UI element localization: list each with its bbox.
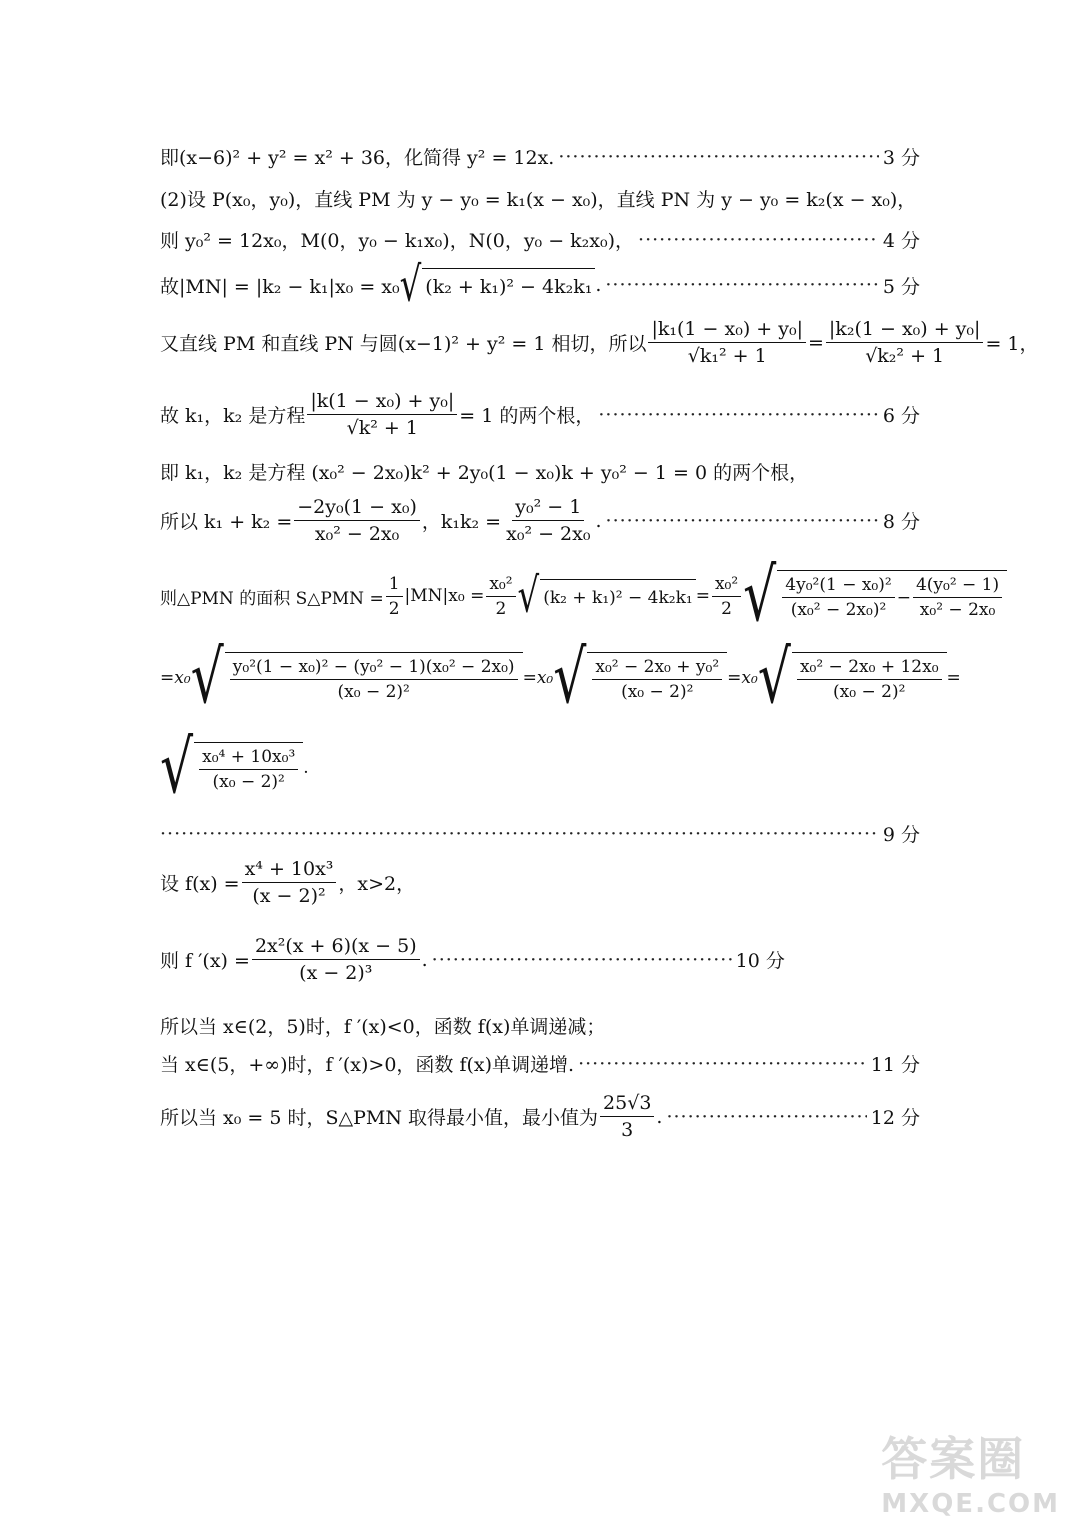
sqrt-expression xyxy=(517,568,696,624)
denominator: (x − 2)³ xyxy=(299,962,373,984)
line-4-prefix: 故|MN| = |k₂ − k₁|x₀ = x₀ xyxy=(160,275,400,298)
half-fraction xyxy=(386,574,403,619)
x0-squared-half xyxy=(712,574,741,619)
score-10: 10 分 xyxy=(735,950,785,972)
leader-dots xyxy=(638,229,879,251)
line-10 xyxy=(160,636,961,720)
line-13 xyxy=(160,858,920,907)
denominator: x₀² − 2x₀ xyxy=(506,523,591,545)
radical-sign: √ xyxy=(190,636,224,720)
radicand xyxy=(777,570,1007,622)
line-15-text: 所以当 x∈(2，5)时，f ′(x)<0，函数 f(x)单调递减； xyxy=(160,1016,606,1038)
line-14-suffix: . xyxy=(421,948,428,971)
sqrt-expression xyxy=(553,636,727,720)
leader-dots xyxy=(160,823,879,845)
line-1 xyxy=(160,143,920,170)
score-12: 12 分 xyxy=(870,1107,920,1129)
numerator: |k₁(1 − x₀) + y₀| xyxy=(648,318,806,343)
fraction xyxy=(600,1092,654,1141)
sqrt-expression xyxy=(757,636,947,720)
line-6 xyxy=(160,390,920,439)
x0-squared-half xyxy=(486,574,515,619)
sqrt-expression xyxy=(743,554,1007,638)
denominator: (x − 2)² xyxy=(252,885,326,907)
line-8 xyxy=(160,496,920,545)
radical-sign: √ xyxy=(399,257,422,313)
line-3-text: 则 y₀² = 12x₀，M(0，y₀ − k₁x₀)，N(0，y₀ − k₂x₀)， xyxy=(160,230,635,252)
fraction xyxy=(913,575,1002,620)
line-6-prefix: 故 k₁，k₂ 是方程 xyxy=(160,405,306,427)
line-8-prefix: 所以 k₁ + k₂ = xyxy=(160,511,293,533)
line-7 xyxy=(160,458,920,485)
watermark-top: 答案圈 xyxy=(881,1432,1026,1486)
numerator: x₀² xyxy=(486,574,515,597)
sqrt-expression xyxy=(399,257,596,313)
equals: = xyxy=(727,668,742,688)
numerator: 1 xyxy=(386,574,403,597)
radical-sign: √ xyxy=(743,554,777,638)
line-15 xyxy=(160,1012,920,1039)
radical-sign: √ xyxy=(517,568,540,624)
sqrt-expression xyxy=(160,726,303,810)
x0: x₀ xyxy=(536,668,554,688)
line-13-suffix: ，x>2， xyxy=(338,873,416,895)
numerator: 25√3 xyxy=(600,1092,654,1117)
fraction-2 xyxy=(826,318,984,367)
line-4-suffix: . xyxy=(595,274,602,296)
fraction xyxy=(782,575,894,620)
denominator: 2 xyxy=(388,598,400,619)
numerator: y₀² − 1 xyxy=(512,496,584,521)
line-8-suffix: . xyxy=(595,509,602,532)
line-12 xyxy=(160,820,920,847)
equals: = xyxy=(522,668,537,688)
line-11 xyxy=(160,726,920,810)
numerator: 4(y₀² − 1) xyxy=(913,575,1002,598)
line-17-prefix: 所以当 x₀ = 5 时，S△PMN 取得最小值，最小值为 xyxy=(160,1107,599,1129)
fraction xyxy=(230,657,518,702)
numerator: −2y₀(1 − x₀) xyxy=(294,496,420,521)
denominator: (x₀ − 2)² xyxy=(621,682,694,702)
line-5-suffix: = 1， xyxy=(985,333,1039,355)
line-14 xyxy=(160,935,920,984)
leader-dots xyxy=(578,1053,867,1075)
radicand: (k₂ + k₁)² − 4k₂k₁ xyxy=(540,579,695,613)
score-8: 8 分 xyxy=(882,511,920,533)
x0: x₀ xyxy=(741,668,758,688)
denominator: (x₀² − 2x₀)² xyxy=(790,600,887,620)
denominator: (x₀ − 2)² xyxy=(212,772,285,792)
line-2-text: (2)设 P(x₀，y₀)，直线 PM 为 y − y₀ = k₁(x − x₀)，直线 PN 为 y − y₀ = k₂(x − x₀)， xyxy=(160,189,917,211)
score-9: 9 分 xyxy=(882,824,920,846)
line-9-mid: |MN|x₀ = xyxy=(404,586,485,606)
line-17 xyxy=(160,1092,920,1141)
numerator: x₀⁴ + 10x₀³ xyxy=(199,747,298,770)
fraction xyxy=(199,747,298,792)
score-5: 5 分 xyxy=(882,275,920,298)
numerator: x₀² xyxy=(712,574,741,597)
numerator: 2x²(x + 6)(x − 5) xyxy=(252,935,420,960)
denominator: x₀² − 2x₀ xyxy=(314,523,400,545)
score-3: 3 分 xyxy=(882,147,920,169)
fraction xyxy=(592,657,722,702)
numerator: 4y₀²(1 − x₀)² xyxy=(782,575,894,598)
score-11: 11 分 xyxy=(870,1054,920,1076)
denominator: 2 xyxy=(721,598,732,619)
line-13-prefix: 设 f(x) = xyxy=(160,873,240,895)
fraction xyxy=(797,657,942,702)
equals: = xyxy=(946,668,961,688)
line-1-text: 即(x−6)² + y² = x² + 36，化简得 y² = 12x. xyxy=(160,147,555,169)
score-6: 6 分 xyxy=(882,405,920,427)
sqrt-expression xyxy=(190,636,523,720)
equals: = xyxy=(807,331,824,354)
leader-dots xyxy=(598,404,879,426)
denominator: 2 xyxy=(495,598,507,619)
line-9-prefix: 则△PMN 的面积 S△PMN = xyxy=(160,588,384,609)
line-5 xyxy=(160,318,1039,367)
leader-dots xyxy=(558,146,879,168)
line-3 xyxy=(160,226,920,253)
radicand: (k₂ + k₁)² − 4k₂k₁ xyxy=(422,268,595,302)
numerator: |k₂(1 − x₀) + y₀| xyxy=(826,318,984,343)
denominator: √k² + 1 xyxy=(346,417,418,439)
equals: = xyxy=(695,586,710,606)
denominator: √k₂² + 1 xyxy=(865,345,945,367)
denominator: (x₀ − 2)² xyxy=(337,682,410,702)
line-8-mid: ，k₁k₂ = xyxy=(421,511,502,533)
line-17-suffix: . xyxy=(656,1105,663,1128)
leader-dots xyxy=(666,1106,866,1128)
denominator: 3 xyxy=(621,1119,634,1141)
denominator: (x₀ − 2)² xyxy=(833,682,906,702)
line-16-text: 当 x∈(5，+∞)时，f ′(x)>0，函数 f(x)单调递增. xyxy=(160,1054,575,1076)
radicand xyxy=(225,652,523,704)
denominator: x₀² − 2x₀ xyxy=(919,600,996,620)
score-4: 4 分 xyxy=(882,230,920,252)
numerator: x₀² − 2x₀ + 12x₀ xyxy=(797,657,942,680)
numerator: y₀²(1 − x₀)² − (y₀² − 1)(x₀² − 2x₀) xyxy=(230,657,518,680)
equals: = xyxy=(160,668,175,688)
fraction-product xyxy=(503,496,593,545)
line-6-suffix: = 1 的两个根， xyxy=(459,405,595,427)
leader-dots xyxy=(605,274,878,296)
numerator: x⁴ + 10x³ xyxy=(242,858,337,883)
line-9 xyxy=(160,554,1000,638)
line-11-suffix: . xyxy=(303,758,309,778)
line-4 xyxy=(160,257,920,313)
radicand xyxy=(587,652,727,704)
line-7-text: 即 k₁，k₂ 是方程 (x₀² − 2x₀)k² + 2y₀(1 − x₀)k + y₀² − 1 = 0 的两个根， xyxy=(160,462,809,484)
fraction xyxy=(307,390,457,439)
minus: − xyxy=(896,587,911,608)
x0: x₀ xyxy=(174,668,191,688)
radicand xyxy=(792,652,947,704)
watermark xyxy=(881,1423,1060,1519)
fraction-sum xyxy=(294,496,420,545)
radical-sign: √ xyxy=(757,636,791,720)
leader-dots xyxy=(606,510,879,532)
numerator: x₀² − 2x₀ + y₀² xyxy=(592,657,722,680)
line-5-prefix: 又直线 PM 和直线 PN 与圆(x−1)² + y² = 1 相切，所以 xyxy=(160,333,647,355)
line-16 xyxy=(160,1050,920,1077)
leader-dots xyxy=(432,949,732,971)
radical-sign: √ xyxy=(553,636,587,720)
denominator: √k₁² + 1 xyxy=(687,345,767,367)
fraction xyxy=(242,858,337,907)
numerator: |k(1 − x₀) + y₀| xyxy=(307,390,457,415)
radical-sign: √ xyxy=(160,726,194,810)
line-14-prefix: 则 f ′(x) = xyxy=(160,950,250,972)
watermark-bottom: MXQE.COM xyxy=(881,1489,1060,1519)
fraction-1 xyxy=(648,318,806,367)
fraction xyxy=(252,935,420,984)
line-2 xyxy=(160,185,920,212)
radicand xyxy=(194,742,303,794)
